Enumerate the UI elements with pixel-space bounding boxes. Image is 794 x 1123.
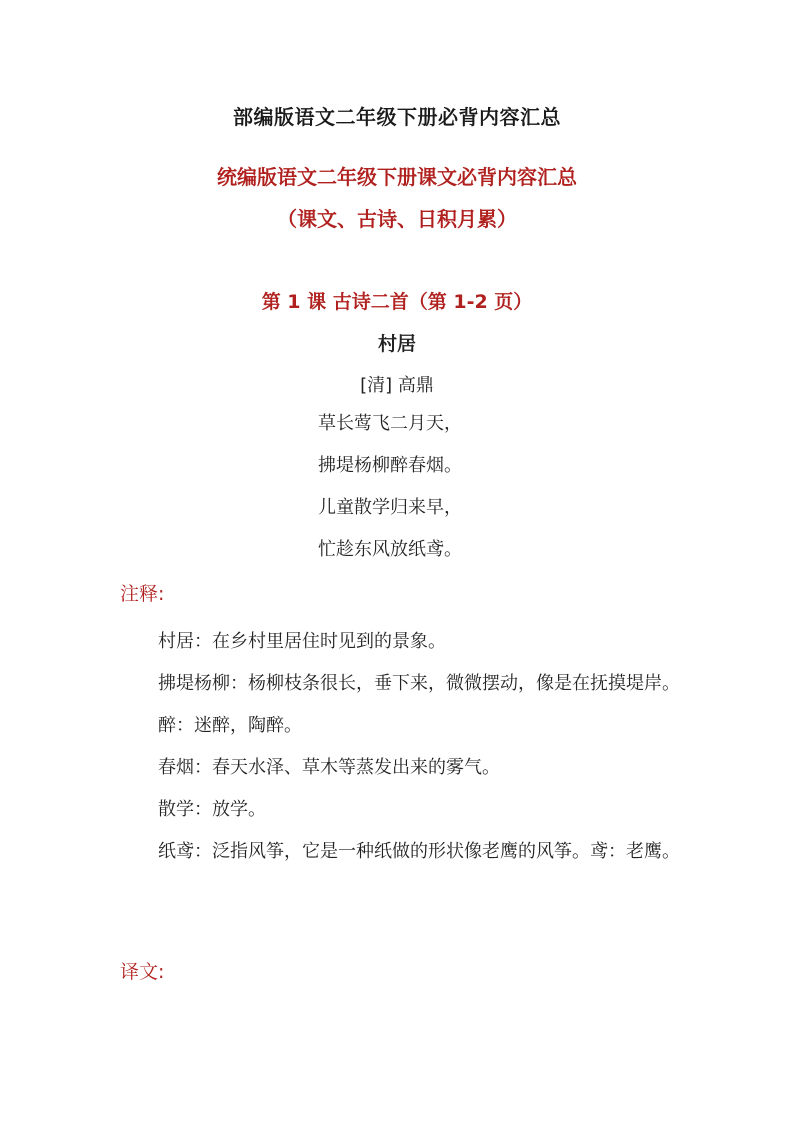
note-item: 醉：迷醉，陶醉。 [158, 715, 302, 736]
note-item: 纸鸢：泛指风筝，它是一种纸做的形状像老鹰的风筝。鸢：老鹰。 [158, 841, 680, 862]
notes-label: 注释: [120, 583, 165, 605]
sub-title-categories: （课文、古诗、日积月累） [277, 207, 517, 231]
poem-line: 拂堤杨柳醉春烟。 [318, 455, 462, 476]
poem-line: 草长莺飞二月天， [318, 413, 462, 434]
poem-body [318, 413, 462, 581]
poem-line: 忙趁东风放纸鸢。 [318, 539, 462, 560]
lesson-heading: 第 1 课 古诗二首（第 1-2 页） [261, 291, 533, 313]
poem-author: [清] 高鼎 [360, 375, 434, 396]
poem-title: 村居 [377, 333, 416, 355]
note-item: 散学：放学。 [158, 799, 266, 820]
note-item: 拂堤杨柳：杨柳枝条很长，垂下来，微微摆动，像是在抚摸堤岸。 [158, 673, 680, 694]
main-title: 部编版语文二年级下册必背内容汇总 [233, 105, 561, 129]
poem-line: 儿童散学归来早， [318, 497, 462, 518]
sub-title: 统编版语文二年级下册课文必背内容汇总 [217, 165, 577, 189]
translation-label: 译文: [120, 961, 165, 983]
note-item: 春烟：春天水泽、草木等蒸发出来的雾气。 [158, 757, 500, 778]
note-item: 村居：在乡村里居住时见到的景象。 [158, 631, 446, 652]
notes-list [120, 621, 682, 873]
